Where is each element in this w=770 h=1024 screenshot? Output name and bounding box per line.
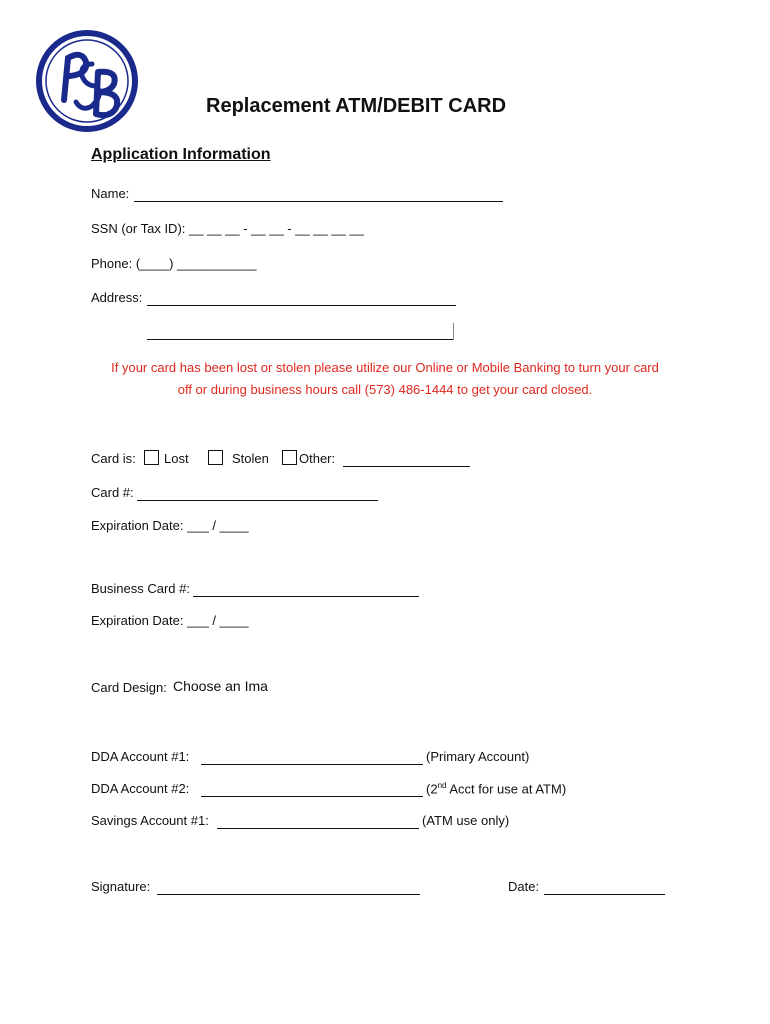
business-card-field[interactable]	[193, 596, 419, 597]
page-title: Replacement ATM/DEBIT CARD	[206, 95, 507, 117]
card-design-dropdown[interactable]: Choose an Ima	[173, 678, 268, 694]
business-expiration-field[interactable]: Expiration Date: ___ / ____	[91, 613, 249, 628]
dda2-note	[426, 781, 566, 796]
card-design-label: Card Design:	[91, 680, 167, 695]
dda2-label: DDA Account #2:	[91, 781, 190, 796]
ssn-label[interactable]: SSN (or Tax ID): __ __ __ - __ __ - __ __ __ __	[91, 221, 364, 236]
savings-field[interactable]	[217, 828, 419, 829]
name-field[interactable]	[134, 201, 503, 202]
lost-checkbox[interactable]	[144, 450, 159, 465]
dda2-field[interactable]	[201, 796, 423, 797]
card-expiration-field[interactable]: Expiration Date: ___ / ____	[91, 518, 249, 533]
other-checkbox[interactable]	[282, 450, 297, 465]
dda1-field[interactable]	[201, 764, 423, 765]
section-heading: Application Information	[91, 146, 271, 163]
signature-field[interactable]	[157, 894, 420, 895]
dda1-label: DDA Account #1:	[91, 749, 190, 764]
savings-note: (ATM use only)	[422, 813, 510, 828]
address-label: Address:	[91, 290, 143, 305]
other-field[interactable]	[343, 466, 470, 467]
address-field-line1[interactable]	[147, 305, 456, 306]
stolen-label: Stolen	[232, 451, 269, 466]
bank-logo	[34, 28, 140, 134]
other-label: Other:	[299, 451, 336, 466]
phone-label[interactable]: Phone: (____) ___________	[91, 256, 257, 271]
address-field-line2[interactable]	[147, 339, 453, 340]
date-label: Date:	[508, 879, 540, 894]
card-status-label: Card is:	[91, 451, 136, 466]
dda2-note-suffix: Acct for use at ATM)	[446, 781, 567, 797]
card-number-field[interactable]	[137, 500, 378, 501]
name-label: Name:	[91, 186, 130, 201]
date-field[interactable]	[544, 894, 665, 895]
stolen-checkbox[interactable]	[208, 450, 223, 465]
business-card-label: Business Card #:	[91, 581, 190, 596]
lost-label: Lost	[164, 451, 189, 466]
notice-line-1: If your card has been lost or stolen please utilize our Online or Mobile Banking to turn your card	[111, 360, 659, 375]
dda2-note-prefix: (2	[426, 781, 438, 797]
text-cursor	[453, 323, 454, 340]
notice-line-2: off or during business hours call (573) 486-1444 to get your card closed.	[177, 382, 593, 397]
dda1-note: (Primary Account)	[426, 749, 530, 764]
card-number-label: Card #:	[91, 485, 134, 500]
dda2-note-sup: nd	[437, 781, 447, 790]
savings-label: Savings Account #1:	[91, 813, 209, 828]
signature-label: Signature:	[91, 879, 151, 894]
